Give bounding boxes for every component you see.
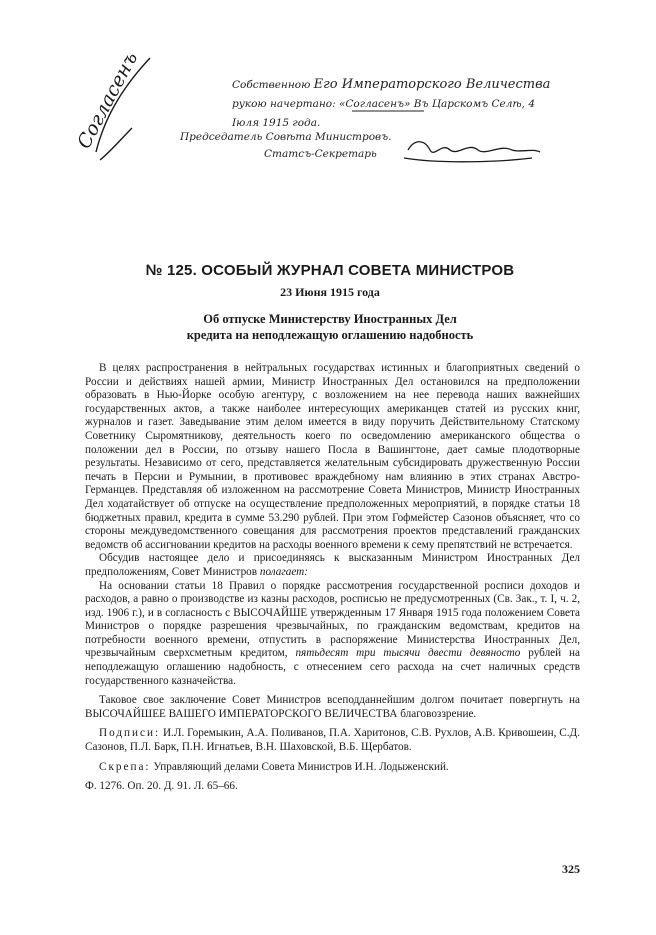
- countersign: [85, 761, 580, 775]
- hw-own-hand: Собственною: [232, 79, 311, 91]
- paragraph-3-text-a: На основании статьи 18 Правил о порядке рассмотрения государственной росписи доходов и расходов, а равно о производстве из казны расходов, росписью не предусмотренных (Св. Зак., т. I, ч. 2, изд. 1906 г.), и в согласность с ВЫСОЧАЙШЕ утвержденным 17 Января 1915 года положением Совета Министров о порядке разрешения чрезвычайных, по гражданским ведомствам, кредитов на потребности военного времени, отпустить в распоряжение Министерства Иностранных Дел, чрезвычайным сверхсметным кредитом,: [85, 579, 580, 660]
- hw-line-2: [232, 98, 535, 111]
- hw-inscribed: рукою начертано:: [232, 98, 336, 110]
- signatures: [85, 727, 580, 754]
- document-subject-line-2: кредита на неподлежащую оглашению надобность: [186, 328, 474, 342]
- archive-reference: Ф. 1276. Оп. 20. Д. 91. Л. 65–66.: [85, 780, 238, 793]
- paragraph-3-text-c: рублей на неподлежащую оглашению надобность, с отнесением сего расхода на счет наличных средств государственного казначейства.: [85, 647, 580, 687]
- hw-line-3: Іюля 1915 года.: [232, 117, 321, 129]
- paragraph-1: В целях распространения в нейтральных государствах истинных и благоприятных сведений о России и действиях нашей армии, Министр Иностранных Дел остановился на предположении образовать в Нью-Йорке особую агентуру, с возложением на нее перевода наших важнейших государственных актов, а также наиболее интересующих американцев статей из русских книг, журналов и газет. Заведывание этим делом имеется в виду поручить Действительному Статскому Советнику Сыромятникову, деятельность коего по осведомлению американского общества о положении дел в России, по отзыву нашего Посла в Вашингтоне, дает самые плодотворные результаты. Независимо от сего, представляется желательным субсидировать дружественную России печать в Персии и Румынии, в противовес враждебному нам влиянию в этих странах Австро-Германцев. Представляя об изложенном на рассмотрение Совета Министров, Министр Иностранных Дел ходатайствует об отпуске на осуществление предположенных мероприятий, в порядке статьи 18 бюджетных правил, кредита в сумме 53.290 рублей. При этом Гофмейстер Сазонов объясняет, что со стороны междуведомственного совещания для рассмотрения проектов представлений гражданских ведомств об ассигновании кредитов на расходы военного времени к сему препятствий не встречается.: [85, 362, 580, 551]
- page-number: 325: [562, 862, 580, 876]
- paragraph-3: [85, 580, 580, 689]
- hw-line-4: Председатель Совѣта Министровъ.: [180, 131, 392, 143]
- paragraph-3-amount-words: пятьдесят три тысячи двести девяносто: [295, 647, 521, 660]
- countersign-label: Скрепа:: [99, 760, 151, 773]
- paragraph-2-text: Обсудив настоящее дело и присоединяясь к высказанным Министром Иностранных Дел предположениям, Совет Министров: [85, 552, 580, 578]
- signatures-label: Подписи:: [99, 727, 161, 740]
- hw-line-1: [232, 78, 550, 92]
- document-body: [85, 362, 580, 794]
- paragraph-4: Таковое свое заключение Совет Министров всеподданнейшим долгом почитает повергнуть на ВЫСОЧАЙШЕЕ ВАШЕГО ИМПЕРАТОРСКОГО ВЕЛИЧЕСТВА благовоззрение.: [85, 694, 580, 720]
- countersign-text: Управляющий делами Совета Министров И.Н. Лодыженский.: [150, 760, 449, 773]
- hw-agreed: «Согласенъ»: [338, 98, 411, 110]
- margin-signature-approved: Согласенъ: [72, 48, 143, 153]
- signatures-names: И.Л. Горемыкин, А.А. Поливанов, П.А. Харитонов, С.В. Рухлов, А.В. Кривошеин, С.Д. Сазонов, П.Л. Барк, П.Н. Игнатьев, В.Н. Шаховской, В.Б. Щербатов.: [85, 727, 580, 754]
- document-title: № 125. ОСОБЫЙ ЖУРНАЛ СОВЕТА МИНИСТРОВ: [145, 262, 515, 279]
- document-date: 23 Июня 1915 года: [280, 285, 380, 299]
- hw-line-5: Статсъ-Секретарь: [264, 148, 377, 160]
- paragraph-2-resolves: полагает:: [259, 565, 308, 578]
- paragraph-2: [85, 552, 580, 579]
- hw-tsarskoe-selo: Въ Царскомъ Селѣ, 4: [413, 98, 536, 110]
- document-subject-line-1: Об отпуске Министерству Иностранных Дел: [203, 312, 457, 326]
- secretary-signature-scribble: [404, 142, 540, 162]
- hw-majesty: Его Императорского Величества: [313, 77, 551, 92]
